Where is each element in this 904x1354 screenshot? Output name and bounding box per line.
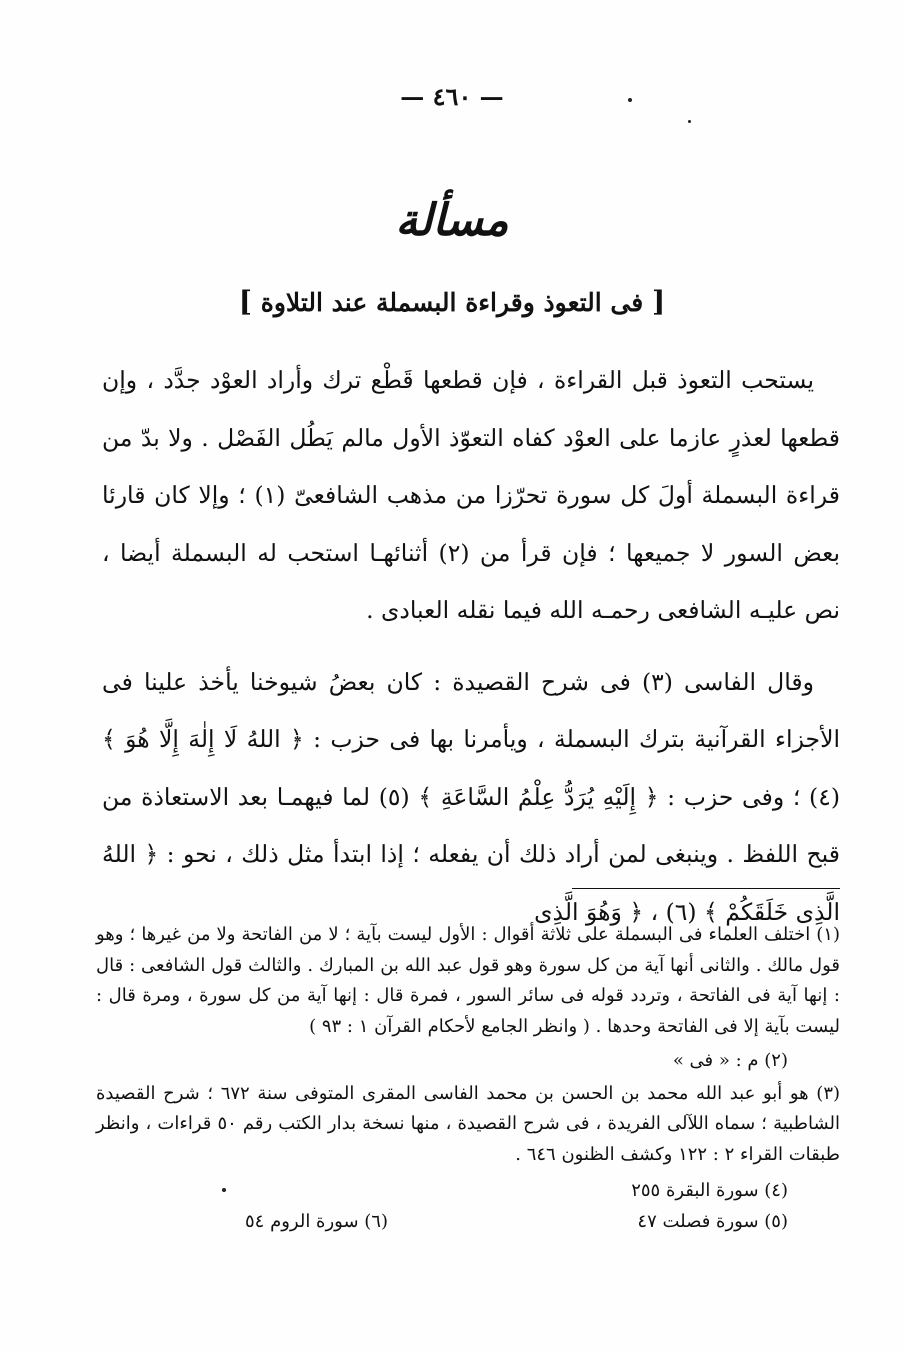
footnote-row — [96, 1176, 840, 1237]
subtitle-close-bracket: ] — [238, 285, 253, 318]
ink-speck — [222, 1188, 226, 1192]
footnote-4: (٤) سورة البقرة ٢٥٥ — [631, 1180, 788, 1201]
footnotes — [96, 920, 840, 1237]
footnote-5: (٥) سورة فصلت ٤٧ — [637, 1210, 788, 1232]
subtitle-text: فى التعوذ وقراءة البسملة عند التلاوة — [260, 288, 644, 317]
footnote-2: (٢) م : « فى » — [672, 1050, 788, 1071]
paragraph: يستحب التعوذ قبل القراءة ، فإن قطعها قَطْع ترك وأراد العوْد جدَّد ، وإن قطعها لعذرٍ عازما على العوْد كفاه التعوّذ الأول مالم يَطُل الفَصْل . ولا بدّ من قراءة البسملة أولَ كل سورة تحرّزا من مذهب الشافعىّ (١) ؛ وإلا كان قارئا بعض السور لا جميعها ؛ فإن قرأ من (٢) أثنائهـا استحب له البسملة أيضا ، نص عليـه الشافعى رحمـه الله فيما نقله العبادى . — [102, 366, 840, 624]
section-subtitle — [0, 285, 904, 318]
ink-speck — [628, 98, 632, 102]
page-number: — ٤٦٠ — — [400, 82, 504, 111]
subtitle-open-bracket: [ — [651, 285, 666, 318]
ink-speck — [688, 120, 691, 123]
paragraph: وقال الفاسى (٣) فى شرح القصيدة : كان بعضُ شيوخنا يأخذ علينا فى الأجزاء القرآنية بترك البسملة ، ويأمرنا بها فى حزب : ﴿ اللهُ لَا إِلٰهَ إِلَّا هُوَ ﴾ (٤) ؛ وفى حزب : ﴿ إِلَيْهِ يُرَدُّ عِلْمُ السَّاعَةِ ﴾ (٥) لما فيهمـا بعد الاستعاذة من قبح اللفظ . وينبغى لمن أراد ذلك أن يفعله ؛ إذا ابتدأ مثل ذلك ، نحو : ﴿ اللهُ الَّذِى خَلَقَكُمْ ﴾ (٦) ، ﴿ وَهُوَ الَّذِى — [102, 667, 840, 926]
footnote-3: (٣) هو أبو عبد الله محمد بن الحسن بن محمد الفاسى المقرى المتوفى سنة ٦٧٢ ؛ شرح القصيدة الشاطبية ؛ سماه اللآلى الفريدة ، فى شرح القصيدة ، منها نسخة بدار الكتب رقم ٥٠ قراءات ، وانظر طبقات القراء ٢ : ١٢٢ وكشف الظنون ٦٤٦ . — [96, 1082, 841, 1165]
footnote-6: (٦) سورة الروم ٥٤ — [245, 1210, 388, 1232]
body-text — [102, 352, 840, 941]
footnote-divider — [572, 888, 840, 889]
page-title: مسألة — [395, 195, 509, 246]
footnote-1: (١) اختلف العلماء فى البسملة على ثلاثة أقوال : الأول ليست بآية ؛ لا من الفاتحة ولا من غيرها ؛ وهو قول مالك . والثانى أنها آية من كل سورة وهو قول عبد الله بن المبارك . والثالث قول الشافعى : قال : إنها آية فى الفاتحة ، وتردد قوله فى سائر السور ، فمرة قال : إنها آية من كل سورة ، ومرة قال : ليست بآية إلا فى الفاتحة وحدها . ( وانظر الجامع لأحكام القرآن ١ : ٩٣ ) — [96, 924, 840, 1037]
footnote-column-right — [508, 1176, 788, 1237]
